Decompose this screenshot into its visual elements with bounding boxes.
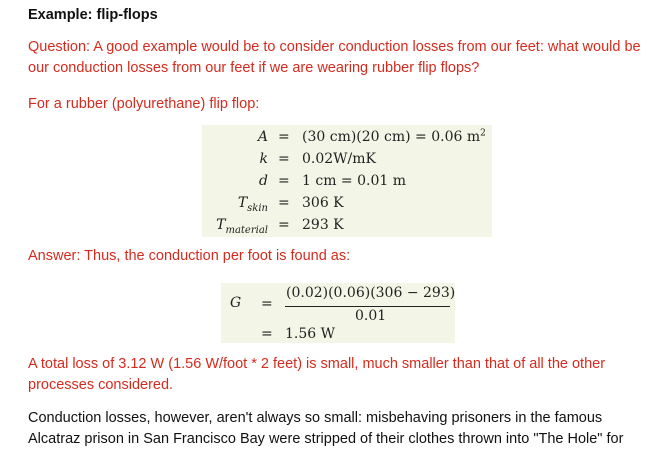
- equation-row-material-temperature: [202, 215, 492, 237]
- conduction-equation-block: [221, 283, 455, 343]
- equals-sign: =: [278, 173, 290, 189]
- fraction-numerator: (0.02)(0.06)(306 − 293): [286, 285, 456, 301]
- equation-row-skin-temperature: [202, 193, 492, 215]
- equals-sign: =: [278, 195, 290, 211]
- variable-label: $T_{material}$: [216, 217, 268, 236]
- equation-row-thickness: [202, 171, 492, 193]
- equation-result: 1.56 W: [285, 326, 336, 342]
- total-loss-note: A total loss of 3.12 W (1.56 W/foot * 2 feet) is small, much smaller than that of all the other processes considered.: [28, 356, 606, 393]
- variable-label: k: [259, 151, 268, 167]
- fraction-denominator: 0.01: [355, 308, 387, 324]
- equation-row-area: [202, 127, 492, 149]
- section-title: Example: flip-flops: [28, 7, 158, 23]
- equals-sign: =: [278, 217, 290, 233]
- question-text: Question: A good example would be to consider conduction losses from our feet: what would be our conduction losses from our feet if we are wearing rubber flip flops?: [28, 39, 641, 76]
- given-values-equation-block: [202, 125, 492, 237]
- conductance-symbol: G: [230, 295, 242, 311]
- equals-sign: =: [278, 151, 290, 167]
- variable-value: 293 K: [302, 217, 344, 233]
- variable-label: $T_{skin}$: [237, 195, 268, 214]
- answer-text: Answer: Thus, the conduction per foot is found as:: [28, 248, 351, 264]
- variable-label: A: [257, 129, 268, 145]
- variable-value: 0.02W/mK: [302, 151, 377, 167]
- equals-sign: =: [261, 296, 273, 312]
- variable-label: d: [259, 173, 268, 189]
- fraction-bar: [285, 306, 450, 307]
- variable-value: 1 cm = 0.01 m: [302, 173, 407, 189]
- variable-value: (30 cm)(20 cm) = 0.06 $m^2$: [302, 128, 486, 145]
- body-paragraph: Conduction losses, however, aren't always so small: misbehaving prisoners in the famous Alcatraz prison in San Francisco Bay were stripped of their clothes thrown into "The Hole" for: [28, 410, 624, 447]
- equals-sign: =: [261, 326, 273, 342]
- equation-row-conductivity: [202, 149, 492, 171]
- intro-text: For a rubber (polyurethane) flip flop:: [28, 96, 260, 112]
- equals-sign: =: [278, 129, 290, 145]
- variable-value: 306 K: [302, 195, 344, 211]
